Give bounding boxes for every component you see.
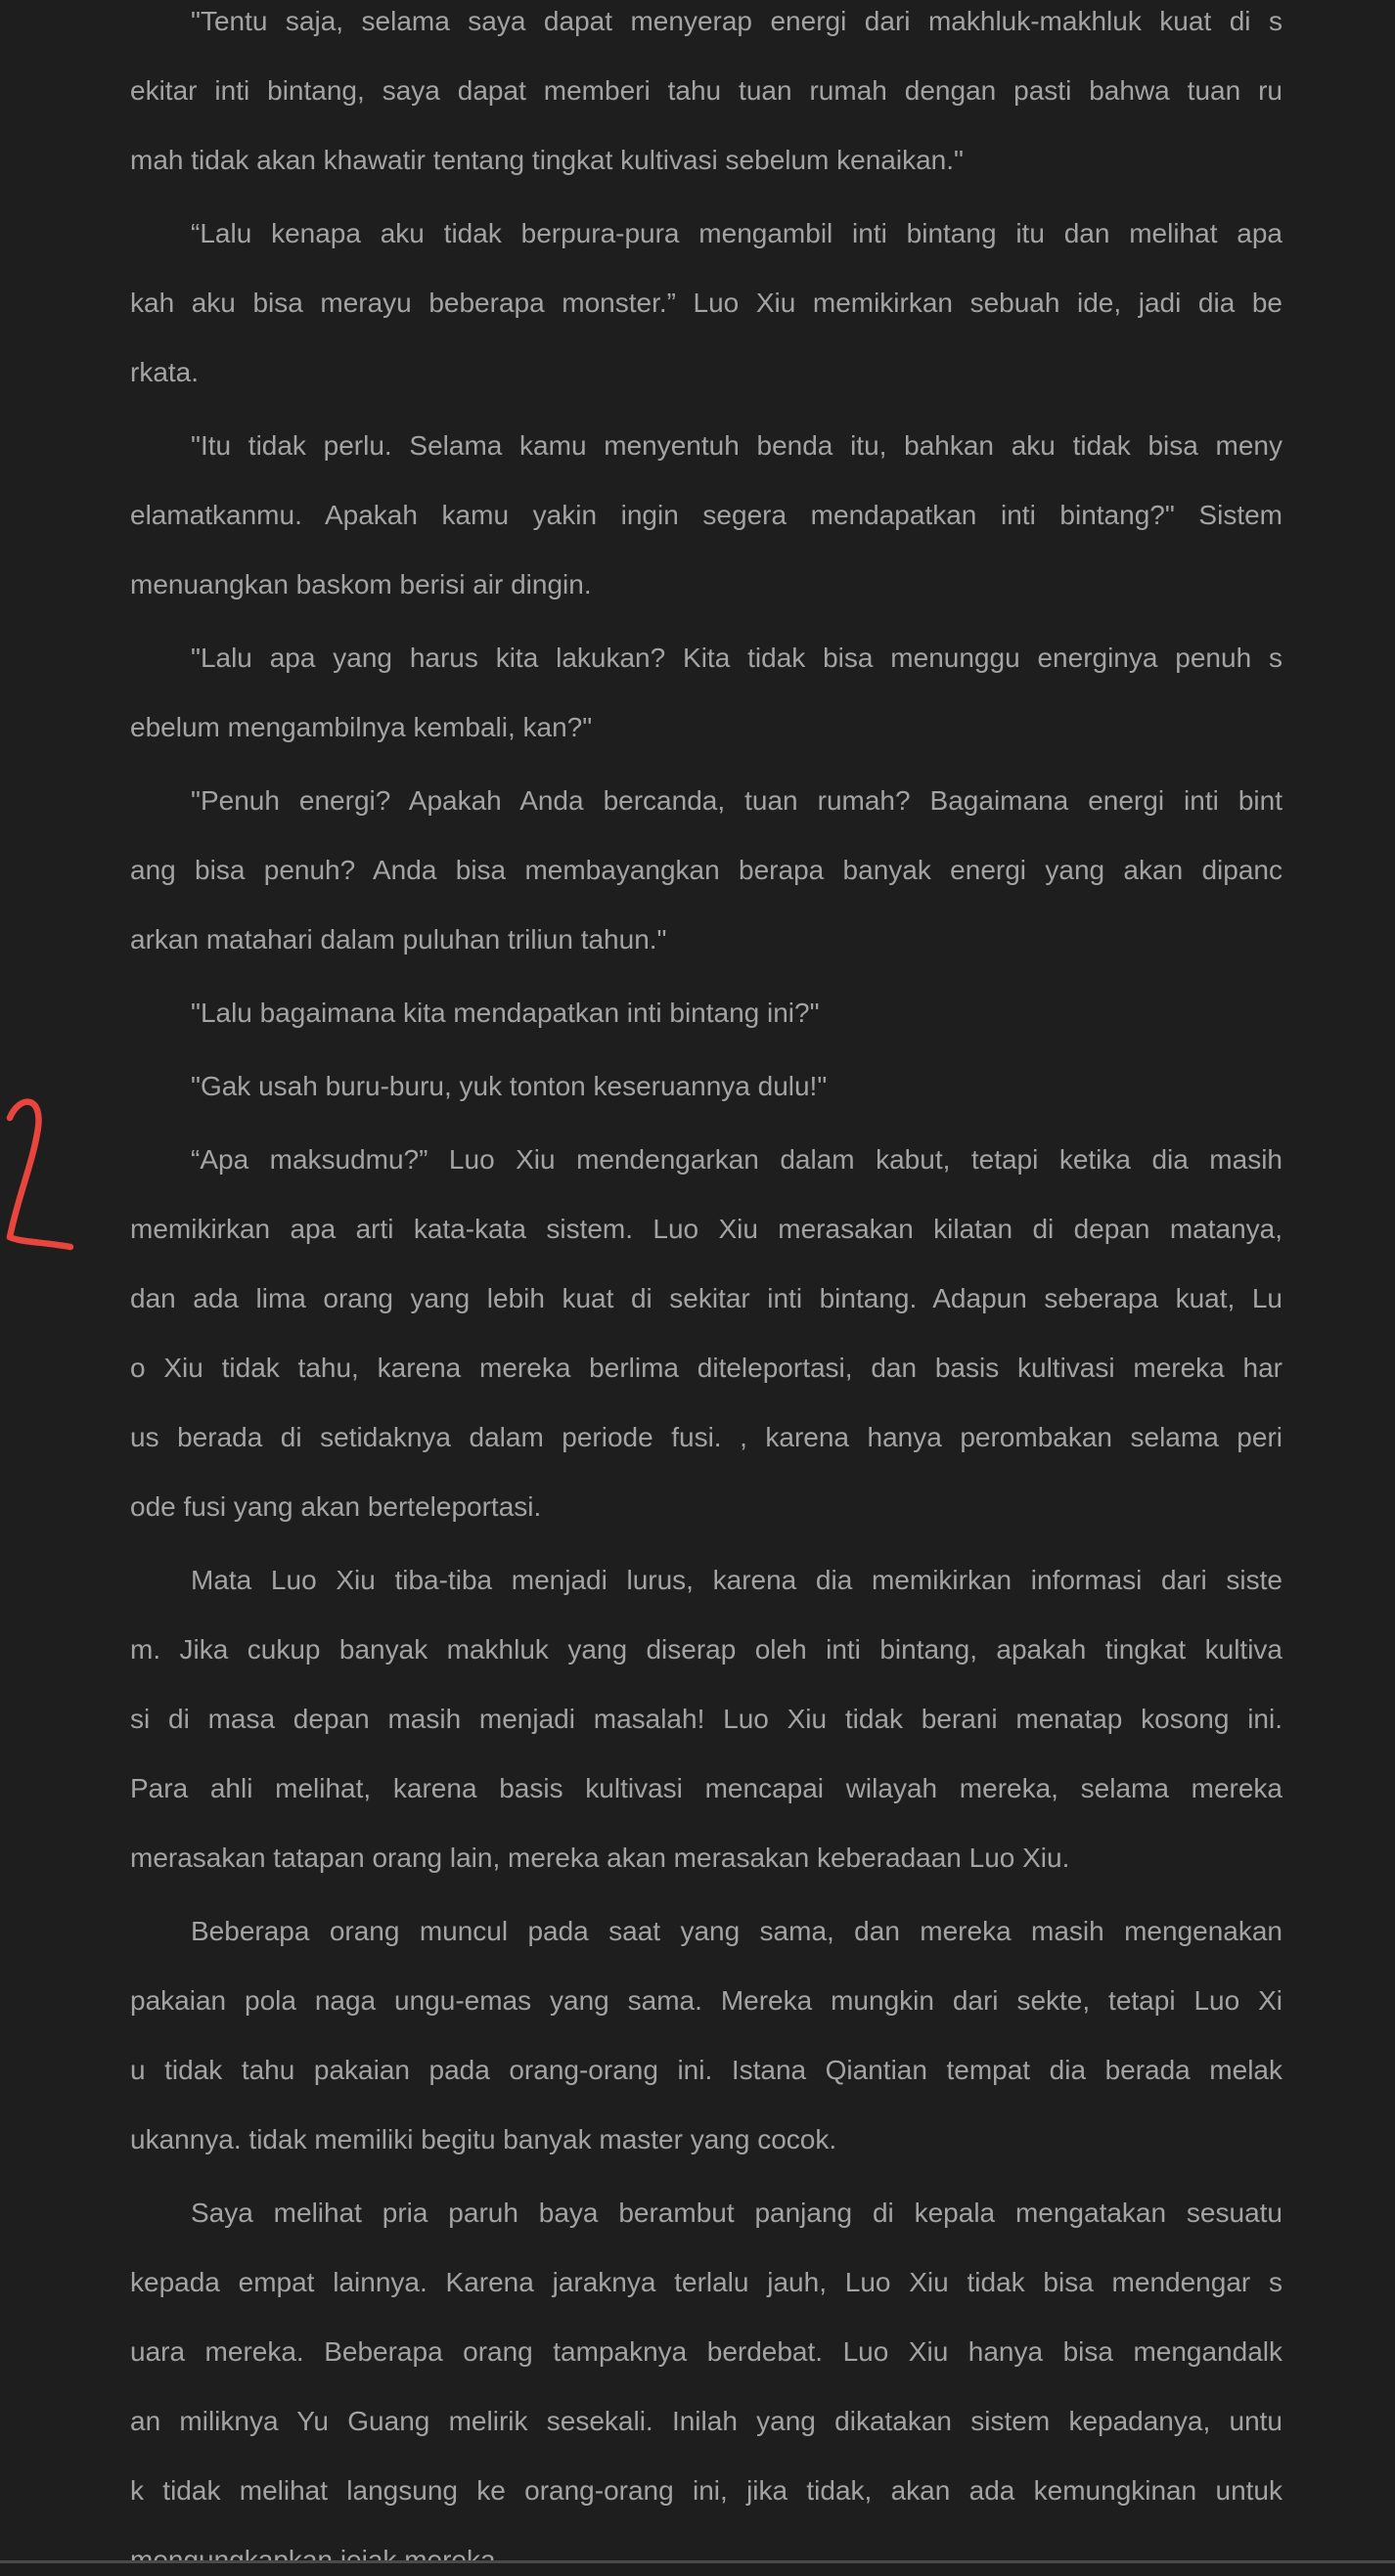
paragraph [130, 1910, 1282, 2192]
text-line: o Xiu tidak tahu, karena mereka berlima diteleportasi, dan basis kultivasi mereka har [130, 1353, 1282, 1383]
paragraph [130, 2192, 1282, 2576]
text-line: kah aku bisa merayu beberapa monster.” Luo Xiu memikirkan sebuah ide, jadi dia be [130, 288, 1282, 318]
text-line: k tidak melihat langsung ke orang-orang ini, jika tidak, akan ada kemungkinan untuk [130, 2475, 1282, 2506]
paragraph [130, 992, 1282, 1065]
text-line: Para ahli melihat, karena basis kultivasi mencapai wilayah mereka, selama mereka [130, 1773, 1282, 1803]
paragraph [130, 1559, 1282, 1910]
text-line: "Gak usah buru-buru, yuk tonton keseruannya dulu!" [191, 1071, 828, 1101]
text-line: rkata. [130, 357, 200, 387]
chapter-text [130, 0, 1282, 2576]
paragraph [130, 1138, 1282, 1559]
text-line: ukannya. tidak memiliki begitu banyak master yang cocok. [130, 2124, 837, 2154]
text-line: "Itu tidak perlu. Selama kamu menyentuh benda itu, bahkan aku tidak bisa meny [191, 430, 1282, 461]
text-line: merasakan tatapan orang lain, mereka akan merasakan keberadaan Luo Xiu. [130, 1843, 1070, 1873]
text-line: us berada di setidaknya dalam periode fusi. , karena hanya perombakan selama peri [130, 1422, 1282, 1452]
text-line: pakaian pola naga ungu-emas yang sama. Mereka mungkin dari sekte, tetapi Luo Xi [130, 1985, 1282, 2016]
text-line: kepada empat lainnya. Karena jaraknya terlalu jauh, Luo Xiu tidak bisa mendengar s [130, 2267, 1282, 2297]
text-line: “Lalu kenapa aku tidak berpura-pura mengambil inti bintang itu dan melihat apa [191, 218, 1282, 248]
text-line: "Tentu saja, selama saya dapat menyerap energi dari makhluk-makhluk kuat di s [191, 6, 1282, 36]
handwritten-number-annotation [0, 1090, 88, 1257]
text-line: uara mereka. Beberapa orang tampaknya berdebat. Luo Xiu hanya bisa mengandalk [130, 2336, 1282, 2367]
text-line: Beberapa orang muncul pada saat yang sama, dan mereka masih mengenakan [191, 1916, 1282, 1946]
paragraph [130, 779, 1282, 992]
text-line: an miliknya Yu Guang melirik sesekali. Inilah yang dikatakan sistem kepadanya, untu [130, 2406, 1282, 2436]
text-line: mah tidak akan khawatir tentang tingkat kultivasi sebelum kenaikan." [130, 145, 964, 175]
paragraph [130, 0, 1282, 212]
text-line: ebelum mengambilnya kembali, kan?" [130, 712, 593, 742]
text-line: "Lalu bagaimana kita mendapatkan inti bintang ini?" [191, 998, 820, 1028]
reader-bottom-bar [0, 2560, 1395, 2576]
text-line: m. Jika cukup banyak makhluk yang diserap oleh inti bintang, apakah tingkat kultiva [130, 1634, 1282, 1665]
text-line: si di masa depan masih menjadi masalah! Luo Xiu tidak berani menatap kosong ini. [130, 1704, 1282, 1734]
paragraph [130, 1065, 1282, 1138]
text-line: ode fusi yang akan berteleportasi. [130, 1491, 542, 1522]
text-line: arkan matahari dalam puluhan triliun tahun." [130, 924, 667, 955]
text-line: "Penuh energi? Apakah Anda bercanda, tuan rumah? Bagaimana energi inti bint [191, 785, 1282, 816]
text-line: menuangkan baskom berisi air dingin. [130, 569, 592, 600]
text-line: Saya melihat pria paruh baya berambut panjang di kepala mengatakan sesuatu [191, 2198, 1282, 2228]
text-line: memikirkan apa arti kata-kata sistem. Luo Xiu merasakan kilatan di depan matanya, [130, 1214, 1282, 1244]
text-line: "Lalu apa yang harus kita lakukan? Kita tidak bisa menunggu energinya penuh s [191, 643, 1282, 673]
text-line: “Apa maksudmu?” Luo Xiu mendengarkan dalam kabut, tetapi ketika dia masih [191, 1144, 1282, 1175]
text-line: ang bisa penuh? Anda bisa membayangkan berapa banyak energi yang akan dipanc [130, 855, 1282, 885]
text-line: dan ada lima orang yang lebih kuat di sekitar inti bintang. Adapun seberapa kuat, Lu [130, 1283, 1282, 1313]
text-line: elamatkanmu. Apakah kamu yakin ingin segera mendapatkan inti bintang?" Sistem [130, 500, 1282, 530]
paragraph [130, 212, 1282, 424]
paragraph [130, 424, 1282, 637]
text-line: Mata Luo Xiu tiba-tiba menjadi lurus, karena dia memikirkan informasi dari siste [191, 1565, 1282, 1595]
text-line: ekitar inti bintang, saya dapat memberi tahu tuan rumah dengan pasti bahwa tuan ru [130, 75, 1282, 106]
text-line: u tidak tahu pakaian pada orang-orang ini. Istana Qiantian tempat dia berada melak [130, 2055, 1282, 2085]
paragraph [130, 637, 1282, 779]
